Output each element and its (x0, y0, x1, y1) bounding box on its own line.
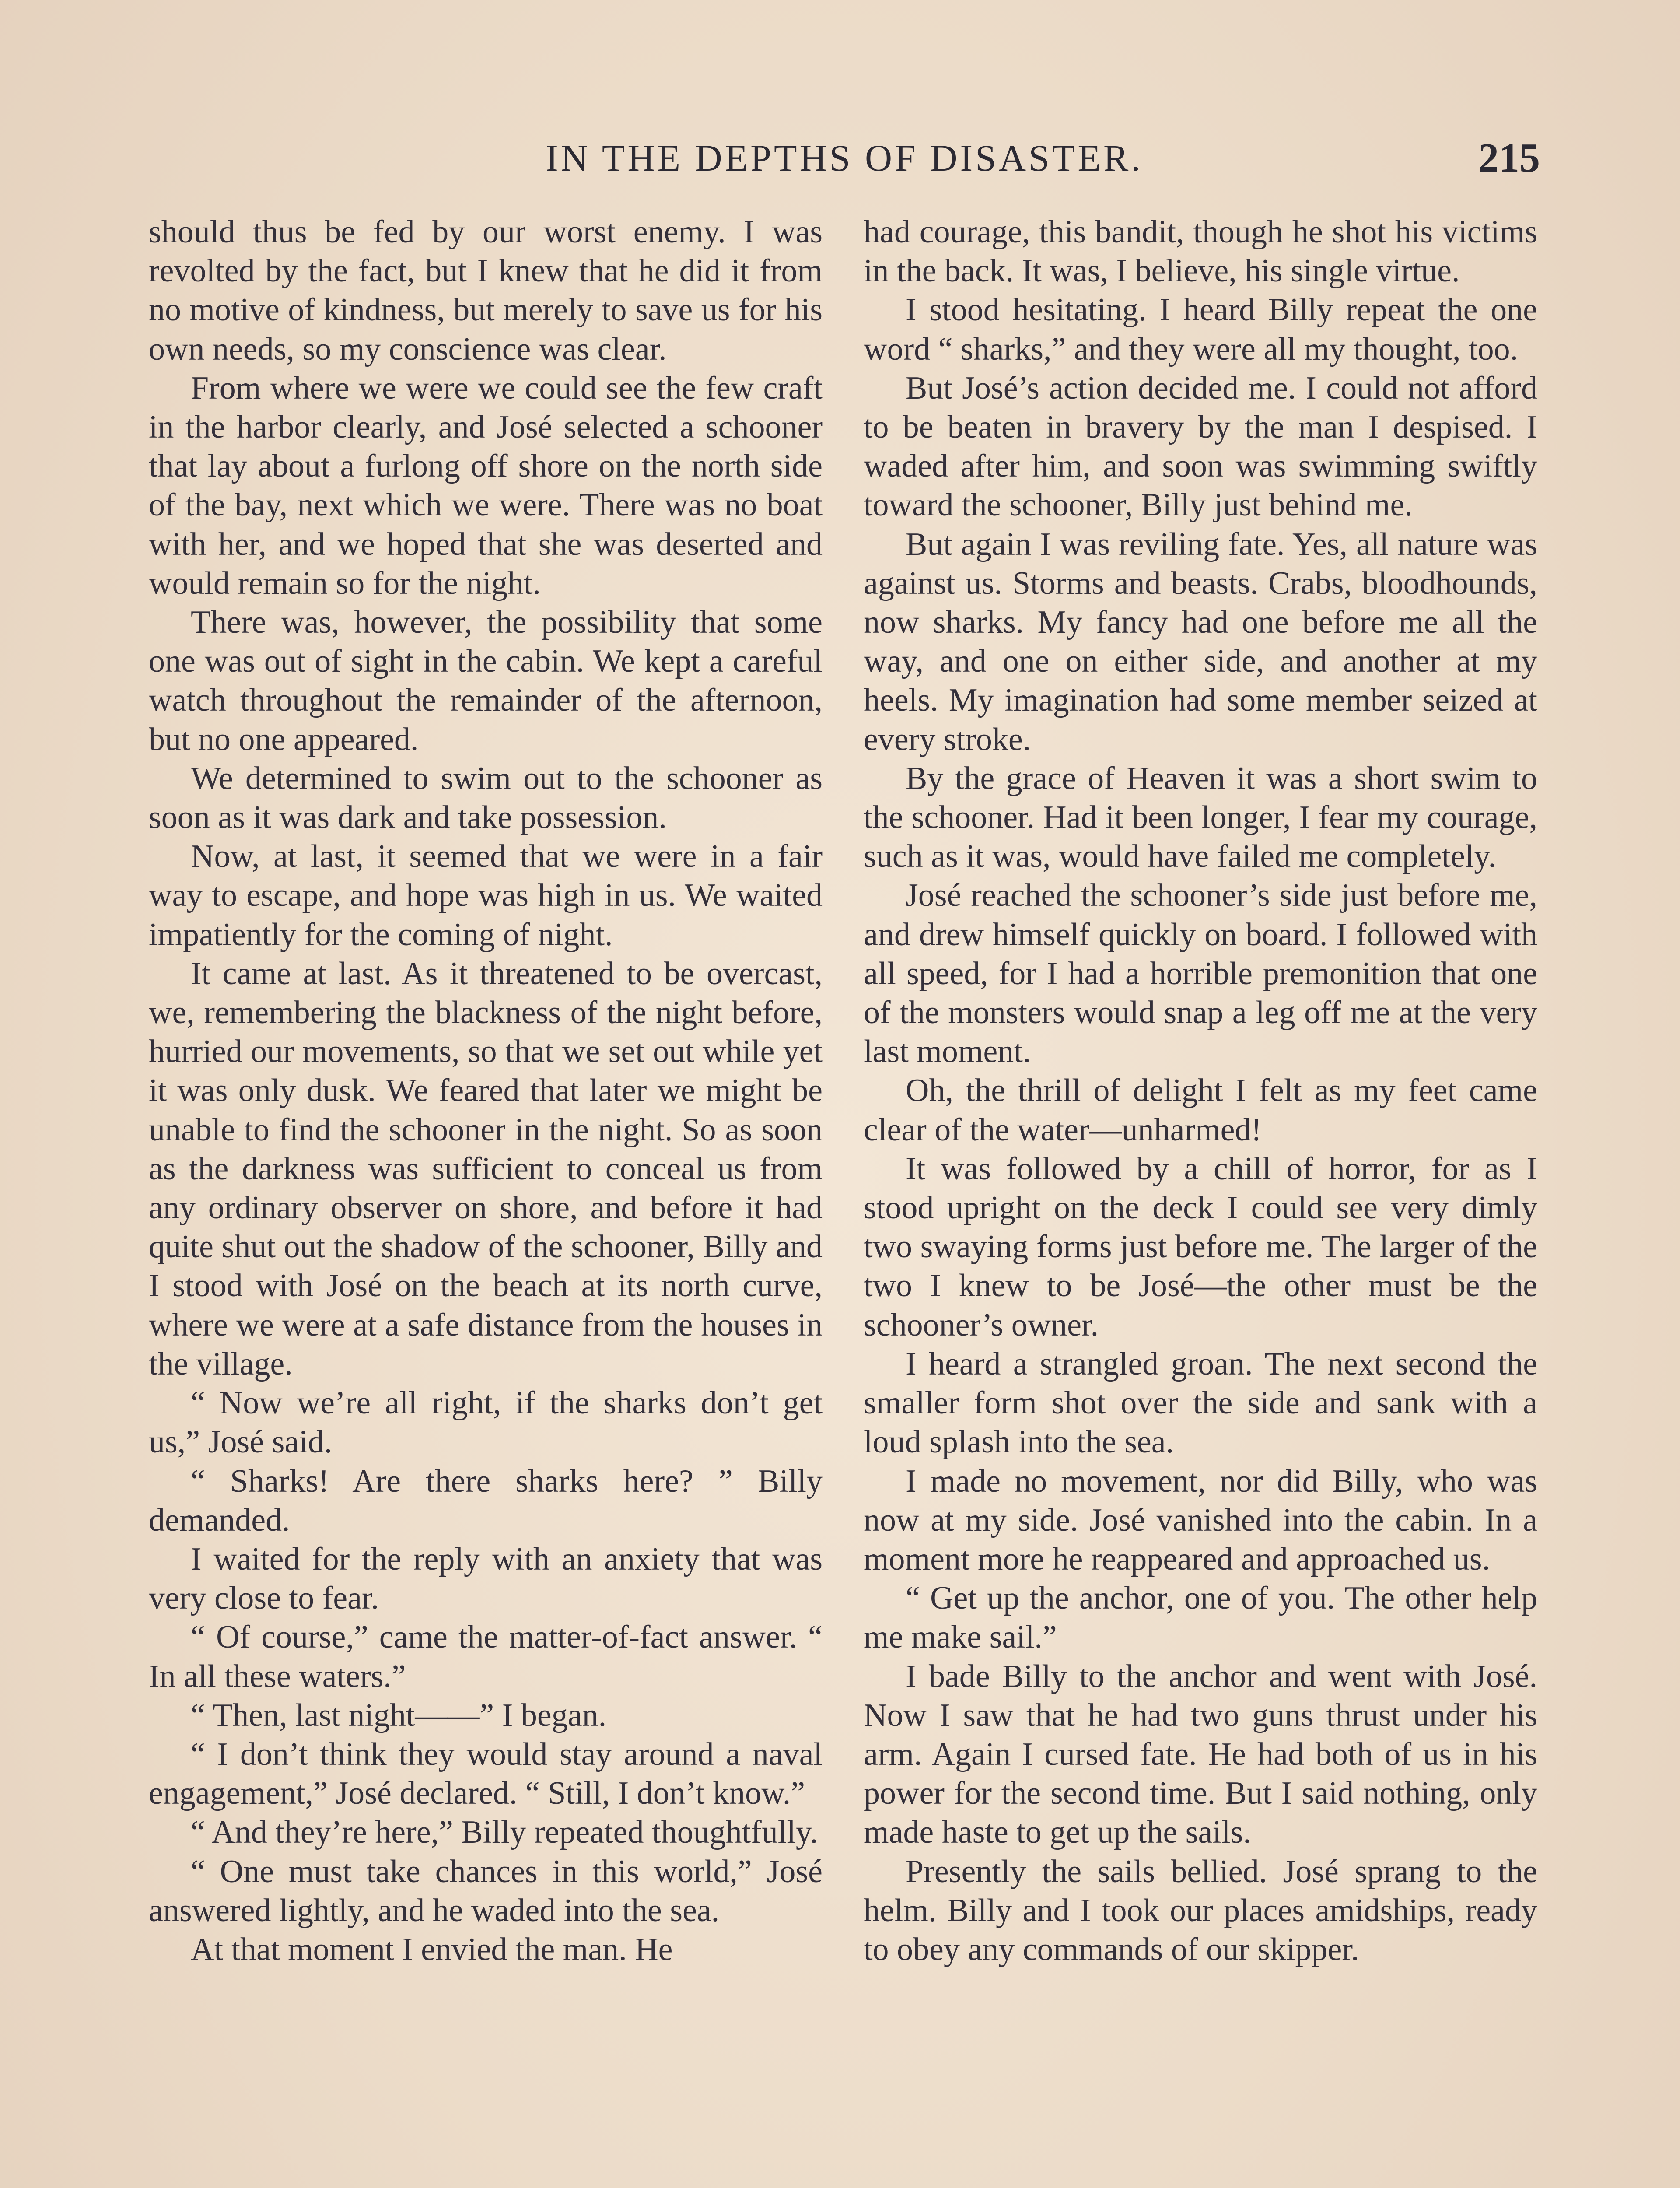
paragraph: “ And they’re here,” Billy repeated thoughtfully. (191, 1814, 818, 1851)
paragraph: It was followed by a chill of horror, for as I stood upright on the deck I could see very dimly two swaying forms just before me. The larger of the two I knew to be José—the other must be the schooner’s owner. (864, 1150, 1537, 1343)
paragraph: I heard a strangled groan. The next second the smaller form shot over the side and sank with a loud splash into the sea. (864, 1346, 1537, 1460)
paragraph: Presently the sails bellied. José sprang to the helm. Billy and I took our places amidships, ready to obey any commands of our skipper. (864, 1853, 1537, 1967)
paragraph: “ Then, last night——” I began. (191, 1697, 607, 1733)
paragraph: “ Get up the anchor, one of you. The other help me make sail.” (864, 1580, 1537, 1655)
paragraph: We determined to swim out to the schooner as soon as it was dark and take possession. (149, 760, 822, 836)
paragraph: I stood hesitating. I heard Billy repeat the one word “ sharks,” and they were all my thought, too. (864, 292, 1537, 367)
paragraph: Oh, the thrill of delight I felt as my feet came clear of the water—unharmed! (864, 1073, 1537, 1148)
paragraph: At that moment I envied the man. He (191, 1931, 673, 1967)
paragraph: I made no movement, nor did Billy, who was now at my side. José vanished into the cabin. In a moment more he reappeared and approached us. (864, 1463, 1537, 1577)
paragraph: “ Sharks! Are there sharks here? ” Billy demanded. (149, 1463, 822, 1538)
paragraph: There was, however, the possibility that some one was out of sight in the cabin. We kept a careful watch throughout the remainder of the afternoon, but no one appeared. (149, 604, 822, 757)
paragraph: From where we were we could see the few craft in the harbor clearly, and José selected a schooner that lay about a furlong off shore on the north side of the bay, next which we were. There was no boat with her, and we hoped that she was deserted and would remain so for the night. (149, 370, 822, 601)
running-header (149, 130, 1540, 186)
paragraph: I bade Billy to the anchor and went with José. Now I saw that he had two guns thrust under his arm. Again I cursed fate. He had both of us in his power for the second time. But I said nothing, only made haste to get up the sails. (864, 1658, 1537, 1851)
paragraph: But again I was reviling fate. Yes, all nature was against us. Storms and beasts. Crabs, bloodhounds, now sharks. My fancy had one before me all the way, and one on either side, and another at my heels. My imagination had some member seized at every stroke. (864, 526, 1537, 757)
page-number: 215 (1478, 135, 1540, 181)
running-title: IN THE DEPTHS OF DISASTER. (546, 137, 1143, 179)
paragraph: It came at last. As it threatened to be overcast, we, remembering the blackness of the night before, hurried our movements, so that we set out while yet it was only dusk. We feared that later we might be unable to find the schooner in the night. So as soon as the darkness was sufficient to conceal us from any ordinary observer on shore, and before it had quite shut out the shadow of the schooner, Billy and I stood with José on the beach at its north curve, where we were at a safe distance from the houses in the village. (149, 955, 822, 1382)
paragraph: “ I don’t think they would stay around a naval engagement,” José declared. “ Still, I don’t know.” (149, 1736, 822, 1812)
left-column (149, 213, 822, 1969)
paragraph: “ Now we’re all right, if the sharks don’t get us,” José said. (149, 1385, 822, 1460)
paragraph: By the grace of Heaven it was a short swim to the schooner. Had it been longer, I fear my courage, such as it was, would have failed me completely. (864, 760, 1537, 875)
paragraph: had courage, this bandit, though he shot his victims in the back. It was, I believe, his single virtue. (864, 214, 1537, 289)
paragraph: José reached the schooner’s side just before me, and drew himself quickly on board. I followed with all speed, for I had a horrible premonition that one of the monsters would snap a leg off me at the very last moment. (864, 877, 1537, 1070)
paragraph: should thus be fed by our worst enemy. I was revolted by the fact, but I knew that he did it from no motive of kindness, but merely to save us for his own needs, so my conscience was clear. (149, 214, 822, 367)
paragraph: I waited for the reply with an anxiety that was very close to fear. (149, 1541, 822, 1616)
paragraph: “ One must take chances in this world,” José answered lightly, and he waded into the sea. (149, 1853, 822, 1929)
paragraph: But José’s action decided me. I could not afford to be beaten in bravery by the man I despised. I waded after him, and soon was swimming swiftly toward the schooner, Billy just behind me. (864, 370, 1537, 523)
paragraph: Now, at last, it seemed that we were in a fair way to escape, and hope was high in us. We waited impatiently for the coming of night. (149, 838, 822, 953)
paragraph: “ Of course,” came the matter-of-fact answer. “ In all these waters.” (149, 1619, 822, 1694)
right-column (864, 213, 1537, 1969)
